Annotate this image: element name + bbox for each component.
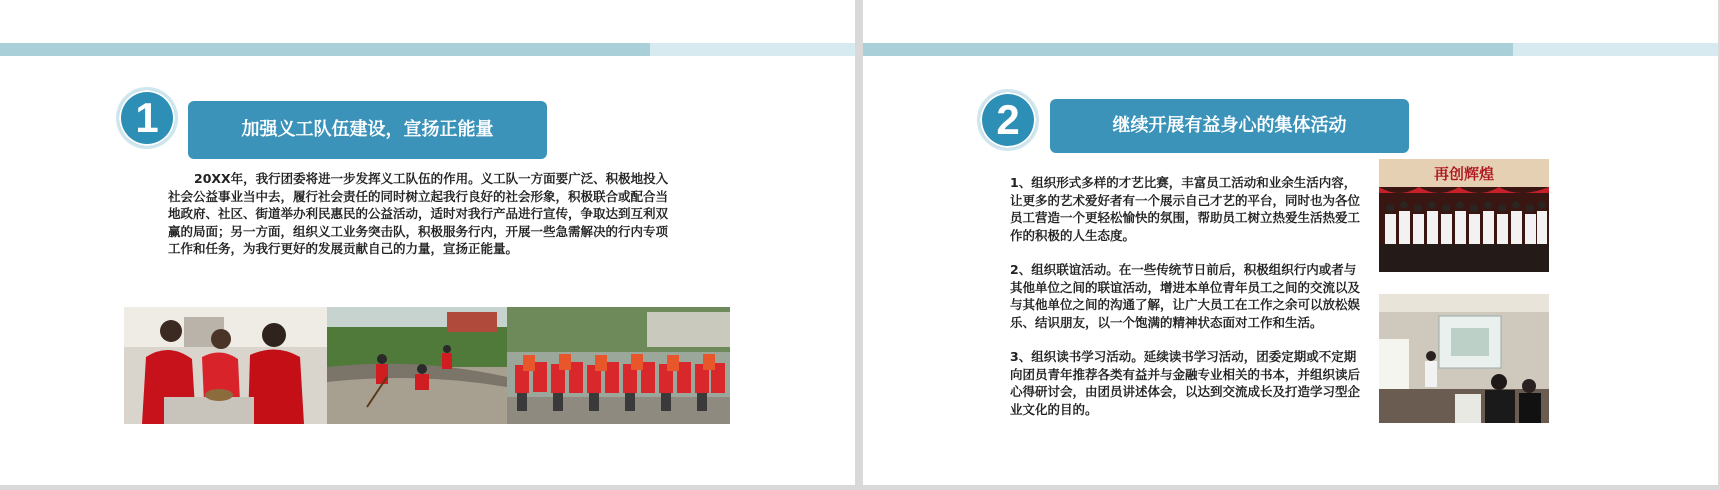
photo-banner-text: 再创辉煌 (1433, 165, 1495, 183)
talent-show-photo (1379, 159, 1549, 272)
section-body (168, 170, 678, 258)
training-session-photo (1379, 294, 1549, 423)
header-band (0, 43, 855, 56)
activity-item-2: 2、组织联谊活动。在一些传统节日前后，积极组织行内或者与其他单位之间的联谊活动，增进本单位青年员工之间的交流以及与其他单位之间的沟通了解，让广大员工在工作之余可以放松娱乐、结识朋友，以一个饱满的精神状态面对工作和生活。 (1010, 262, 1361, 330)
activity-item-3: 3、组织读书学习活动。延续读书学习活动，团委定期或不定期向团员青年推荐各类有益并与金融专业相关的书本，并组织读后心得研讨会，由团员讲述体会，以达到交流成长及打造学习型企业文化的目的。 (1010, 349, 1361, 417)
section-body-text: 20XX年，我行团委将进一步发挥义工队伍的作用。义工队一方面要广泛、积极地投入社会公益事业当中去，履行社会责任的同时树立起我行良好的社会形象，积极联合或配合当地政府、社区、街道举办利民惠民的公益活动，适时对我行产品进行宣传，争取达到互利双赢的局面；另一方面，组织义工业务突击队，积极服务行内，开展一些急需解决的行内专项工作和任务，为我行更好的发展贡献自己的力量，宣扬正能量。 (168, 171, 669, 256)
section-heading: 加强义工队伍建设，宣扬正能量 (188, 101, 547, 159)
slide-1[interactable] (0, 0, 855, 485)
group-photo (507, 307, 730, 424)
section-number-badge: 1 (116, 87, 178, 149)
activity-item-1: 1、组织形式多样的才艺比赛，丰富员工活动和业余生活内容，让更多的艺术爱好者有一个展示自己才艺的平台，同时也为各位员工营造一个更轻松愉快的氛围，帮助员工树立热爱生活热爱工作的积极的人生态度。 (1010, 175, 1361, 243)
slide-2[interactable] (863, 0, 1718, 485)
activity-list (1010, 174, 1360, 435)
cleanup-photo (327, 307, 507, 424)
section-heading: 继续开展有益身心的集体活动 (1050, 99, 1409, 153)
volunteers-photo (124, 307, 327, 424)
section-number-badge: 2 (977, 89, 1039, 151)
header-band (863, 43, 1718, 56)
